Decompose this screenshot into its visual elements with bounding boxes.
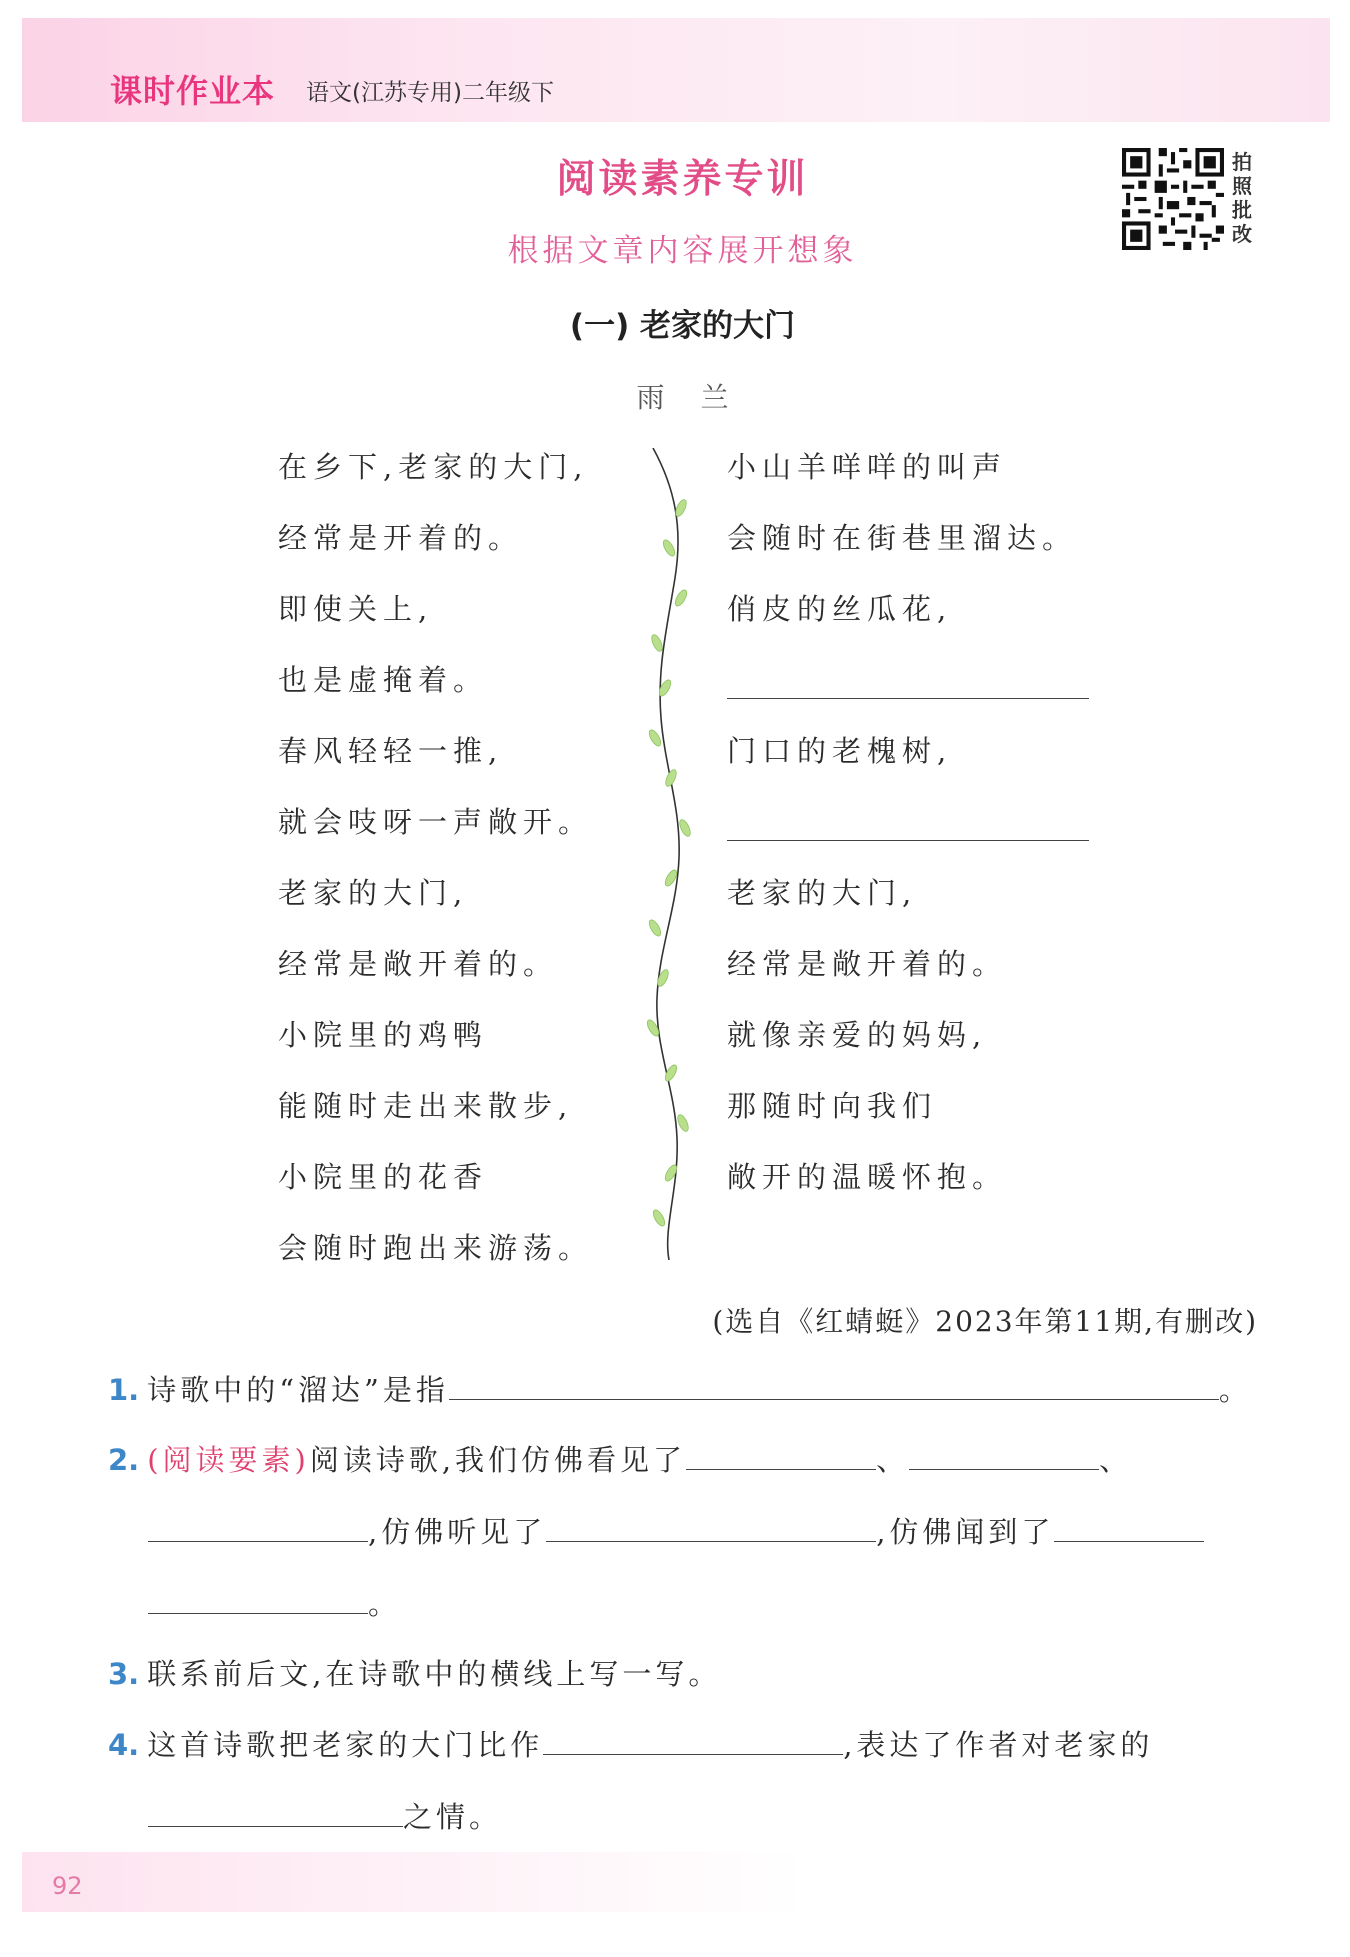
answer-blank[interactable] — [148, 1513, 368, 1542]
poem-line: 就会吱呀一声敞开。 — [278, 805, 594, 839]
answer-blank[interactable] — [543, 1726, 843, 1755]
answer-blank[interactable] — [148, 1585, 368, 1614]
poem-line: 会随时在街巷里溜达。 — [727, 521, 1078, 555]
poem-line: 即使关上, — [278, 592, 434, 626]
question-2-line-2 — [148, 1510, 1204, 1551]
poem-line: 就像亲爱的妈妈, — [727, 1018, 988, 1052]
answer-blank[interactable] — [449, 1371, 1219, 1400]
vine-decoration-icon — [635, 448, 695, 1260]
poem-author: 雨兰 — [636, 381, 765, 414]
poem-line: 经常是敞开着的。 — [278, 947, 559, 981]
poem-answer-blank[interactable] — [727, 800, 1077, 871]
question-number: 2. — [108, 1443, 140, 1477]
question-text: 阅读诗歌,我们仿佛看见了 — [309, 1443, 687, 1477]
poem-line: 门口的老槐树, — [727, 734, 953, 768]
poem-line: 小院里的鸡鸭 — [278, 1018, 489, 1052]
question-text: 诗歌中的“溜达”是指 — [147, 1373, 449, 1407]
qr-label: 拍照批改 — [1232, 150, 1252, 246]
poem-line: 俏皮的丝瓜花, — [727, 592, 953, 626]
qr-code-icon[interactable] — [1122, 148, 1224, 250]
punctuation: 。 — [368, 1587, 402, 1621]
poem-right-column — [727, 445, 1077, 1226]
question-2-line-3 — [148, 1582, 401, 1623]
question-4-line-2 — [148, 1795, 502, 1836]
section-subtitle: 根据文章内容展开想象 — [507, 233, 858, 269]
punctuation: 、 — [1099, 1443, 1133, 1477]
question-text: ,表达了作者对老家的 — [843, 1728, 1154, 1762]
footer-band — [22, 1852, 1330, 1912]
poem-line: 会随时跑出来游荡。 — [278, 1231, 594, 1265]
poem-answer-blank[interactable] — [727, 658, 1077, 729]
poem-line: 在乡下,老家的大门, — [278, 450, 589, 484]
poem-line: 老家的大门, — [278, 876, 469, 910]
question-1 — [108, 1368, 1252, 1409]
question-text: 这首诗歌把老家的大门比作 — [147, 1728, 544, 1762]
poem-line: 经常是敞开着的。 — [727, 947, 1008, 981]
answer-blank[interactable] — [909, 1441, 1099, 1470]
page-number: 92 — [52, 1872, 83, 1900]
answer-blank[interactable] — [686, 1441, 876, 1470]
poem-line: 能随时走出来散步, — [278, 1089, 574, 1123]
question-number: 3. — [108, 1657, 140, 1691]
poem-line: 小山羊咩咩的叫声 — [727, 450, 1008, 484]
question-text: ,仿佛闻到了 — [876, 1515, 1055, 1549]
poem-line: 敞开的温暖怀抱。 — [727, 1160, 1008, 1194]
poem-left-column — [278, 445, 593, 1297]
question-text: ,仿佛听见了 — [368, 1515, 547, 1549]
punctuation: 。 — [1218, 1373, 1252, 1407]
punctuation: 、 — [876, 1443, 910, 1477]
answer-blank[interactable] — [1054, 1513, 1204, 1542]
question-tag: (阅读要素) — [147, 1443, 310, 1477]
question-2 — [108, 1438, 1132, 1479]
question-3 — [108, 1652, 721, 1693]
question-text: 之情。 — [403, 1800, 503, 1834]
poem-line: 经常是开着的。 — [278, 521, 524, 555]
poem-line: 小院里的花香 — [278, 1160, 489, 1194]
poem-line: 也是虚掩着。 — [278, 663, 489, 697]
poem-line: 春风轻轻一推, — [278, 734, 504, 768]
question-text: 联系前后文,在诗歌中的横线上写一写。 — [147, 1657, 722, 1691]
question-4 — [108, 1723, 1153, 1764]
poem-line: 那随时向我们 — [727, 1089, 938, 1123]
question-number: 4. — [108, 1728, 140, 1762]
brand-logo: 课时作业本 — [110, 72, 276, 110]
question-number: 1. — [108, 1373, 140, 1407]
section-title: 阅读素养专训 — [556, 157, 809, 202]
answer-blank[interactable] — [546, 1513, 876, 1542]
answer-blank[interactable] — [148, 1798, 403, 1827]
poem-line: 老家的大门, — [727, 876, 918, 910]
poem-source: (选自《红蜻蜓》2023年第11期,有删改) — [712, 1305, 1258, 1338]
poem-title: (一) 老家的大门 — [569, 308, 796, 344]
book-subtitle: 语文(江苏专用)二年级下 — [306, 80, 554, 106]
